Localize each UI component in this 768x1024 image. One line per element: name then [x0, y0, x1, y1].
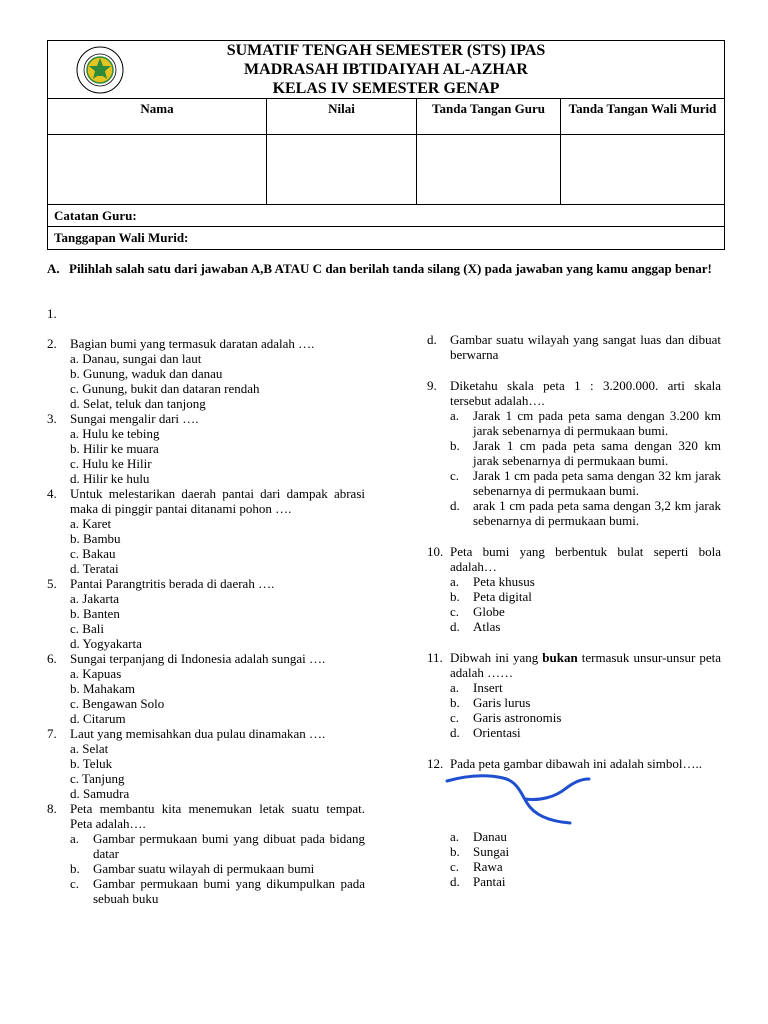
river-symbol-icon — [445, 771, 595, 829]
option-text: Jarak 1 cm pada peta sama dengan 320 km jarak sebenarnya di permukaan bumi. — [473, 438, 721, 468]
option-text: Rawa — [473, 859, 503, 874]
option[interactable] — [450, 438, 721, 468]
option[interactable] — [450, 619, 721, 634]
ttd-guru-cell[interactable] — [417, 135, 561, 204]
option-letter: a. — [450, 574, 460, 589]
option[interactable]: d. Samudra — [70, 786, 130, 801]
question-number: 9. — [427, 378, 437, 393]
title-block — [48, 41, 724, 99]
option[interactable]: c. Tanjung — [70, 771, 125, 786]
col-ttd-guru: Tanda Tangan Guru — [417, 99, 561, 134]
option[interactable]: a. Karet — [70, 516, 112, 531]
option[interactable]: b. Bambu — [70, 531, 121, 546]
option[interactable] — [450, 859, 721, 874]
question-text: Peta bumi yang berbentuk bulat seperti bola adalah… — [450, 544, 721, 574]
question-text: Sungai mengalir dari …. — [70, 411, 199, 426]
question-1 — [47, 306, 365, 321]
option-text: Peta khusus — [473, 574, 535, 589]
option[interactable]: c. Gunung, bukit dan dataran rendah — [70, 381, 260, 396]
option[interactable]: d. Citarum — [70, 711, 126, 726]
question-5 — [47, 576, 365, 651]
question-text: Untuk melestarikan daerah pantai dari dampak abrasi maka di pinggir pantai ditanami pohon …. — [70, 486, 365, 516]
option-letter: b. — [70, 861, 80, 876]
option[interactable]: a. Kapuas — [70, 666, 122, 681]
option[interactable] — [70, 861, 365, 876]
option[interactable]: a. Selat — [70, 741, 109, 756]
signature-row — [48, 135, 724, 205]
right-column — [427, 332, 721, 889]
question-number: 10. — [427, 544, 444, 559]
option[interactable] — [450, 589, 721, 604]
option[interactable]: b. Teluk — [70, 756, 113, 771]
option[interactable]: a. Jakarta — [70, 591, 120, 606]
question-10 — [427, 544, 721, 634]
option-text: Peta digital — [473, 589, 532, 604]
option-text: Insert — [473, 680, 503, 695]
question-text: Peta membantu kita menemukan letak suatu tempat. Peta adalah…. — [70, 801, 365, 831]
question-7 — [47, 726, 365, 801]
option-letter: d. — [450, 619, 460, 634]
option[interactable] — [70, 876, 365, 906]
option-letter: a. — [450, 680, 460, 695]
title-line-2: MADRASAH IBTIDAIYAH AL-AZHAR — [244, 61, 528, 78]
option-text: Garis astronomis — [473, 710, 562, 725]
col-nilai: Nilai — [267, 99, 417, 134]
option-letter: a. — [450, 829, 460, 844]
question-2 — [47, 336, 365, 411]
option[interactable] — [450, 695, 721, 710]
option[interactable]: d. Yogyakarta — [70, 636, 142, 651]
col-ttd-wali: Tanda Tangan Wali Murid — [568, 101, 717, 116]
option[interactable]: a. Danau, sungai dan laut — [70, 351, 202, 366]
question-text: Pada peta gambar dibawah ini adalah simbol….. — [450, 756, 702, 771]
title-line-3: KELAS IV SEMESTER GENAP — [272, 80, 500, 97]
instruction-text: Pilihlah salah satu dari jawaban A,B ATAU C dan berilah tanda silang (X) pada jawaban yang kamu anggap benar! — [69, 261, 712, 276]
ttd-wali-cell[interactable] — [561, 135, 724, 204]
option-text: Gambar suatu wilayah yang sangat luas dan dibuat berwarna — [450, 332, 721, 362]
option[interactable] — [450, 844, 721, 859]
question-number: 8. — [47, 801, 57, 816]
option[interactable]: c. Bakau — [70, 546, 116, 561]
option-letter: b. — [450, 589, 460, 604]
question-8-option-d[interactable] — [427, 332, 721, 362]
option-text: Garis lurus — [473, 695, 531, 710]
question-9 — [427, 378, 721, 528]
option-letter: c. — [450, 468, 460, 483]
option-text: Gambar suatu wilayah di permukaan bumi — [93, 861, 315, 876]
option[interactable]: c. Hulu ke Hilir — [70, 456, 152, 471]
option[interactable]: d. Selat, teluk dan tanjong — [70, 396, 206, 411]
tanggapan-wali-row[interactable]: Tanggapan Wali Murid: — [54, 230, 189, 245]
option[interactable] — [70, 831, 365, 861]
option-text: arak 1 cm pada peta sama dengan 3,2 km jarak sebenarnya di permukaan bumi. — [473, 498, 721, 528]
option-text: Orientasi — [473, 725, 521, 740]
option[interactable] — [450, 829, 721, 844]
question-number: 1. — [47, 306, 57, 321]
option-letter: a. — [450, 408, 460, 423]
option-letter: a. — [70, 831, 80, 846]
option[interactable]: b. Gunung, waduk dan danau — [70, 366, 223, 381]
option[interactable]: d. Hilir ke hulu — [70, 471, 150, 486]
option-letter: b. — [450, 438, 460, 453]
question-text: Sungai terpanjang di Indonesia adalah sungai …. — [70, 651, 326, 666]
question-11 — [427, 650, 721, 740]
question-number: 2. — [47, 336, 57, 351]
option[interactable]: a. Hulu ke tebing — [70, 426, 160, 441]
option[interactable] — [450, 498, 721, 528]
option[interactable]: c. Bengawan Solo — [70, 696, 165, 711]
header-table — [47, 40, 725, 250]
option-text: Gambar permukaan bumi yang dikumpulkan pada sebuah buku — [93, 876, 365, 906]
option[interactable]: b. Banten — [70, 606, 120, 621]
question-text — [70, 306, 365, 321]
question-text: Pantai Parangtritis berada di daerah …. — [70, 576, 275, 591]
option-letter: c. — [450, 859, 460, 874]
question-number: 12. — [427, 756, 444, 771]
section-letter: A. — [47, 261, 60, 276]
question-number: 3. — [47, 411, 57, 426]
question-text: Bagian bumi yang termasuk daratan adalah …. — [70, 336, 315, 351]
question-4 — [47, 486, 365, 576]
option[interactable] — [450, 874, 721, 889]
option[interactable]: d. Teratai — [70, 561, 119, 576]
option-letter: c. — [450, 710, 460, 725]
option-letter: b. — [450, 695, 460, 710]
option-letter: d. — [450, 874, 460, 889]
option-text: Globe — [473, 604, 505, 619]
option-letter: c. — [70, 876, 80, 891]
option-text: Atlas — [473, 619, 501, 634]
question-number: 4. — [47, 486, 57, 501]
option-text: Sungai — [473, 844, 510, 859]
option[interactable]: c. Bali — [70, 621, 104, 636]
question-12 — [427, 756, 721, 889]
option[interactable] — [450, 408, 721, 438]
question-6 — [47, 651, 365, 726]
option[interactable]: b. Hilir ke muara — [70, 441, 159, 456]
option-text: Pantai — [473, 874, 506, 889]
option-text: Gambar permukaan bumi yang dibuat pada bidang datar — [93, 831, 365, 861]
option-letter: d. — [450, 725, 460, 740]
question-text-part: Dibwah ini yang — [450, 650, 543, 665]
nilai-cell[interactable] — [267, 135, 417, 204]
title-line-1: SUMATIF TENGAH SEMESTER (STS) IPAS — [226, 42, 546, 59]
nama-cell[interactable] — [48, 135, 267, 204]
instruction — [47, 261, 725, 276]
option[interactable]: b. Mahakam — [70, 681, 135, 696]
question-text-part: termasuk unsur-unsur peta adalah …… — [450, 650, 722, 680]
question-number: 5. — [47, 576, 57, 591]
option[interactable] — [450, 468, 721, 498]
question-text: Diketahu skala peta 1 : 3.200.000. arti skala tersebut adalah…. — [450, 378, 721, 408]
question-text — [450, 650, 721, 680]
option-text: Danau — [473, 829, 507, 844]
option[interactable] — [450, 725, 721, 740]
question-number: 11. — [427, 650, 443, 665]
question-3 — [47, 411, 365, 486]
question-number: 6. — [47, 651, 57, 666]
catatan-guru-row[interactable]: Catatan Guru: — [48, 205, 724, 227]
option[interactable] — [450, 680, 721, 695]
question-emphasis: bukan — [542, 650, 578, 665]
col-nama: Nama — [48, 99, 267, 134]
column-header-row — [48, 99, 724, 135]
option-letter: d. — [427, 332, 437, 347]
question-text: Laut yang memisahkan dua pulau dinamakan …. — [70, 726, 326, 741]
left-column — [47, 306, 365, 906]
option-letter: d. — [450, 498, 460, 513]
option-text: Jarak 1 cm pada peta sama dengan 3.200 km jarak sebenarnya di permukaan bumi. — [473, 408, 721, 438]
question-8 — [47, 801, 365, 906]
option-text: Jarak 1 cm pada peta sama dengan 32 km jarak sebenarnya di permukaan bumi. — [473, 468, 721, 498]
option-letter: c. — [450, 604, 460, 619]
option[interactable] — [450, 604, 721, 619]
option[interactable] — [450, 574, 721, 589]
option[interactable] — [450, 710, 721, 725]
option-letter: b. — [450, 844, 460, 859]
question-number: 7. — [47, 726, 57, 741]
